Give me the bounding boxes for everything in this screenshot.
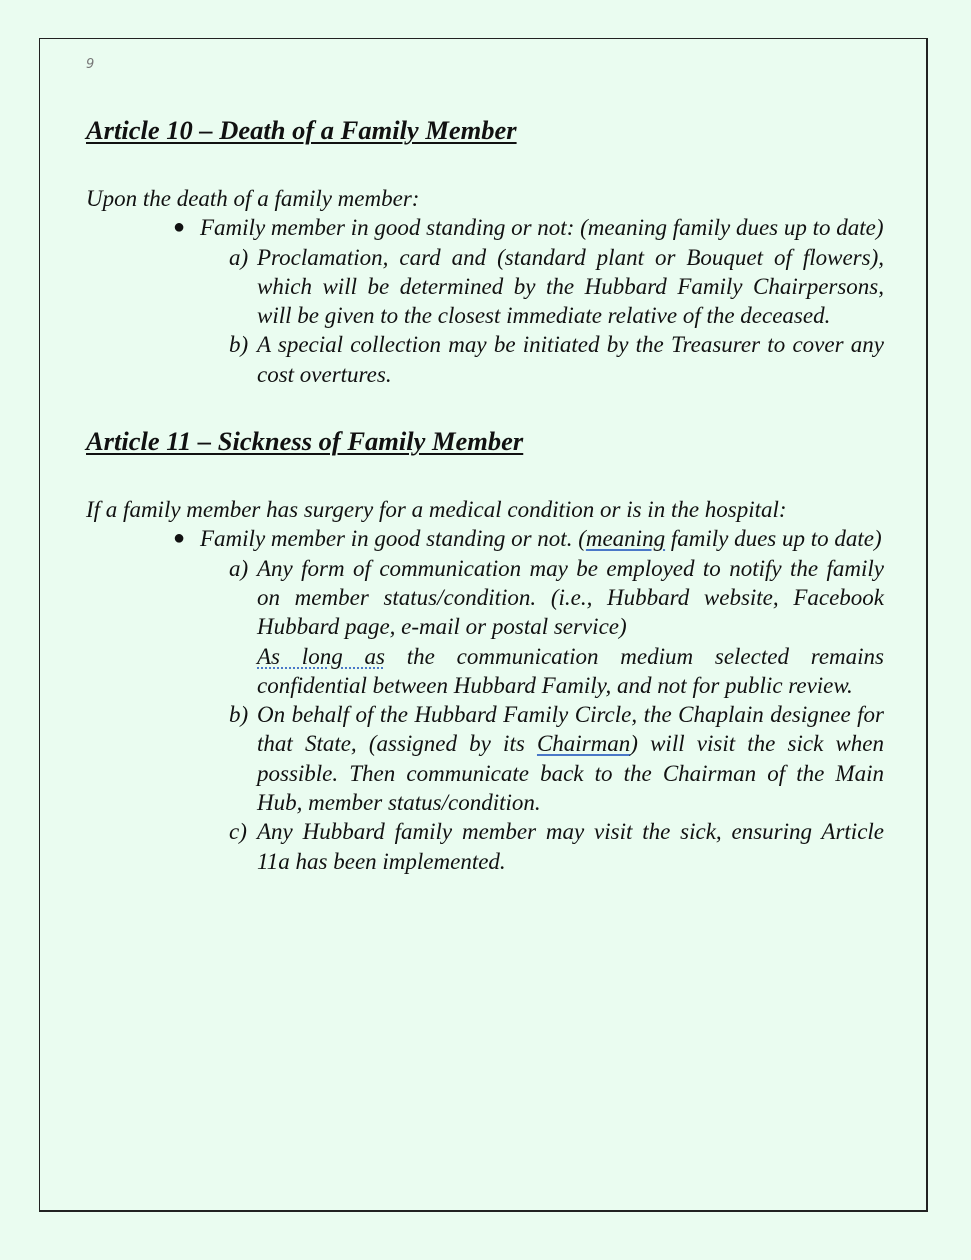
list-item <box>229 243 884 331</box>
document-content <box>86 112 884 876</box>
grammar-underline: Chairman <box>536 731 631 757</box>
text-segment: ) will visit the sick when possible. Then communicate back to the Chairman of the Main Hub, member status/condition. <box>257 731 885 816</box>
page-number: 9 <box>86 57 95 72</box>
item-marker: b) <box>229 332 249 358</box>
article-11-intro: If a family member has surgery for a medical condition or is in the hospital: <box>86 497 787 523</box>
item-text: Any Hubbard family member may visit the sick, ensuring Article 11a has been implemented. <box>257 819 884 874</box>
bullet-icon: ● <box>173 527 186 550</box>
grammar-underline: meaning <box>585 526 666 552</box>
list-item <box>229 554 885 700</box>
article-10-intro: Upon the death of a family member: <box>86 186 420 211</box>
article-11-heading: Article 11 – Sickness of Family Member <box>86 426 524 457</box>
text-segment: On behalf of the Hubbard Family Circle, the Chaplain designee for that State, (assigned by its <box>257 702 884 757</box>
item-text: A special collection may be initiated by the Treasurer to cover any cost overtures. <box>257 332 884 387</box>
item-marker: b) <box>229 702 249 728</box>
list-item <box>229 817 884 876</box>
item-text: Any form of communication may be employed to notify the family on member status/condition. (i.e., Hubbard website, Facebook Hubbard page, e-mail or postal service) <box>257 555 884 640</box>
article-11-bullet-text <box>200 526 882 551</box>
article-10-bullet-list <box>86 213 884 389</box>
text-segment: Family member in good standing or not. ( <box>200 526 586 552</box>
item-marker: a) <box>229 555 249 581</box>
text-segment: the communication medium selected remains confidential between Hubbard Family, and not for public review. <box>257 643 885 698</box>
grammar-underline: As long as <box>257 643 385 669</box>
article-10-heading: Article 10 – Death of a Family Member <box>86 115 517 145</box>
article-10-bullet-text: Family member in good standing or not: (meaning family dues up to date) <box>200 215 884 241</box>
article-11-bullet-list <box>86 524 884 876</box>
article-10-sub-list <box>200 243 884 389</box>
item-marker: a) <box>229 244 249 270</box>
list-item <box>229 700 885 817</box>
item-text-continued <box>257 642 884 701</box>
bullet-icon: ● <box>173 216 186 239</box>
list-item <box>173 524 885 876</box>
text-segment: family dues up to date) <box>665 526 882 552</box>
item-text: Proclamation, card and (standard plant or Bouquet of flowers), which will be determined by the Hubbard Family Chairpersons, will be given to the closest immediate relative of the deceased. <box>257 244 884 329</box>
article-11-sub-list <box>200 554 884 876</box>
list-item <box>173 213 884 389</box>
list-item <box>229 330 884 389</box>
item-marker: c) <box>229 819 247 845</box>
item-text <box>257 702 884 815</box>
